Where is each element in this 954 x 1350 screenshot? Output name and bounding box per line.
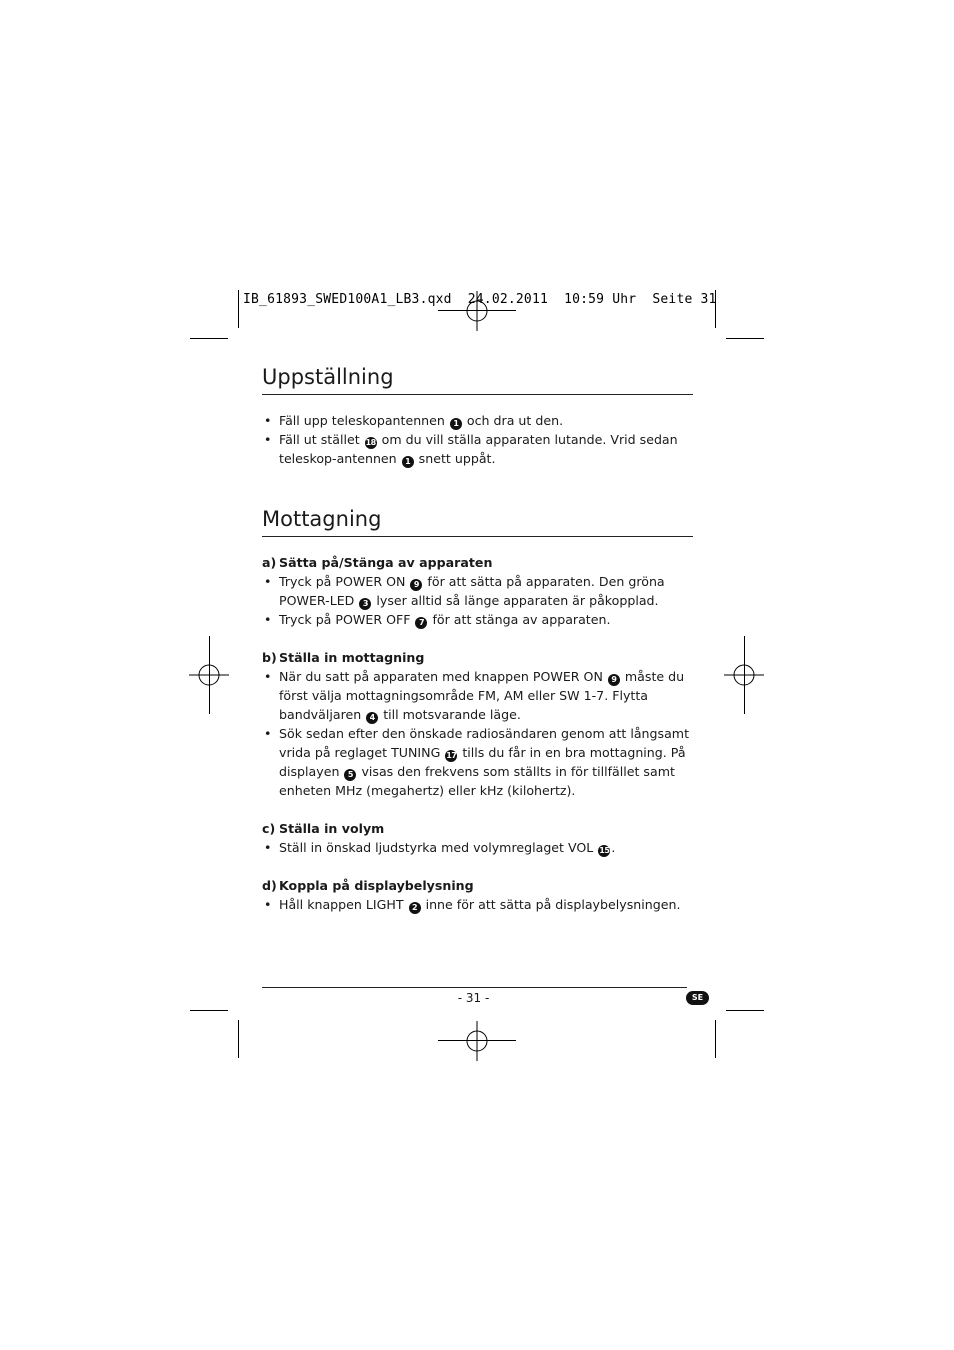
crop-mark-top-left-v <box>238 290 239 328</box>
setup-list <box>262 411 693 468</box>
part-number-badge: 15 <box>599 846 610 855</box>
part-number-badge: 2 <box>409 902 421 914</box>
volume-list <box>262 838 693 857</box>
part-number-badge: 18 <box>365 438 376 447</box>
part-number-badge: 9 <box>410 579 422 591</box>
list-item: • Tryck på POWER ON 9 för att sätta på apparaten. Den gröna POWER-LED 3 lyser alltid så länge apparaten är påkopplad. <box>262 572 693 610</box>
language-badge: SE <box>686 991 709 1005</box>
registration-mark-bottom-icon <box>457 1021 497 1061</box>
page-number: - 31 - <box>457 991 490 1005</box>
subsection-heading-c: c) Ställa in volym <box>262 821 385 836</box>
footer-rule <box>262 987 687 988</box>
list-item: • När du satt på apparaten med knappen POWER ON 9 måste du först välja mottagningsområde FM, AM eller SW 1-7. Flytta bandväljaren 4 till motsvarande läge. <box>262 667 693 724</box>
registration-mark-right-icon <box>724 655 764 695</box>
subsection-heading-b: b) Ställa in mottagning <box>262 650 425 665</box>
crop-mark-bottom-left-h <box>190 1010 228 1011</box>
crop-mark-top-right-h <box>726 338 764 339</box>
subsection-heading-d: d) Koppla på displaybelysning <box>262 878 474 893</box>
list-item: • Håll knappen LIGHT 2 inne för att sätta på displaybelysningen. <box>262 895 693 914</box>
part-number-badge: 1 <box>402 456 414 468</box>
crop-mark-top-left-h <box>190 338 228 339</box>
print-slug: IB_61893_SWED100A1_LB3.qxd 24.02.2011 10:59 Uhr Seite 31 <box>243 292 717 307</box>
part-number-badge: 9 <box>608 674 620 686</box>
subsection-heading-a: a) Sätta på/Stänga av apparaten <box>262 555 493 570</box>
reception-list <box>262 667 693 800</box>
crop-mark-bottom-right-v <box>715 1020 716 1058</box>
list-item: • Sök sedan efter den önskade radiosändaren genom att långsamt vrida på reglaget TUNING 17 tills du får in en bra mottagning. På displayen 5 visas den frekvens som ställts in för tillfället samt enheten MHz (megahertz) eller kHz (kilohertz). <box>262 724 693 800</box>
power-list <box>262 572 693 629</box>
section-title-mottagning: Mottagning <box>262 504 693 537</box>
part-number-badge: 3 <box>359 598 371 610</box>
registration-mark-left-icon <box>189 655 229 695</box>
part-number-badge: 17 <box>446 751 457 760</box>
part-number-badge: 5 <box>344 769 356 781</box>
list-item: • Tryck på POWER OFF 7 för att stänga av apparaten. <box>262 610 693 629</box>
list-item: • Fäll upp teleskopantennen 1 och dra ut den. <box>262 411 693 430</box>
section-title-uppstallning: Uppställning <box>262 362 693 395</box>
part-number-badge: 4 <box>366 712 378 724</box>
crop-mark-bottom-left-v <box>238 1020 239 1058</box>
light-list <box>262 895 693 914</box>
page-content <box>262 362 693 914</box>
crop-mark-bottom-right-h <box>726 1010 764 1011</box>
part-number-badge: 7 <box>415 617 427 629</box>
list-item: • Ställ in önskad ljudstyrka med volymreglaget VOL 15 . <box>262 838 693 857</box>
part-number-badge: 1 <box>450 418 462 430</box>
list-item: • Fäll ut stället 18 om du vill ställa apparaten lutande. Vrid sedan teleskop-antennen 1 snett uppåt. <box>262 430 693 468</box>
